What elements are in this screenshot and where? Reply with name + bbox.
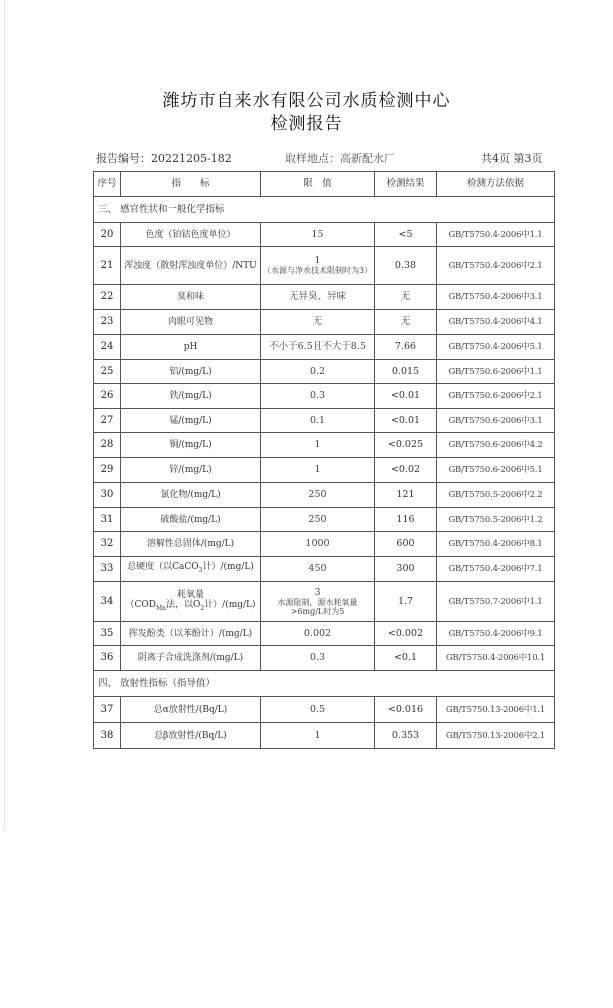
row-limit: 0.2 <box>261 360 375 384</box>
row-no: 27 <box>94 409 121 433</box>
row-result: 1.7 <box>375 582 437 622</box>
row-no: 33 <box>94 557 121 582</box>
row-no: 32 <box>94 532 121 557</box>
row-result: 300 <box>375 557 437 582</box>
row-result: 0.38 <box>375 247 437 285</box>
row-method: GB/T5750.4-2006中5.1 <box>437 335 555 360</box>
table-row <box>94 433 555 458</box>
table-row <box>94 409 555 433</box>
table-row <box>94 247 555 285</box>
row-result: 116 <box>375 508 437 532</box>
row-method: GB/T5750.7-2006中1.1 <box>437 582 555 622</box>
col-header-result: 检测结果 <box>375 172 437 197</box>
row-limit-note: （水源与净水技术限制时为3） <box>263 266 373 275</box>
row-limit: 0.3 <box>261 646 375 671</box>
row-indicator: 铜/(mg/L) <box>121 433 261 458</box>
row-method: GB/T5750.4-2006中9.1 <box>437 622 555 646</box>
row-method: GB/T5750.4-2006中2.1 <box>437 247 555 285</box>
row-method: GB/T5750.5-2006中1.2 <box>437 508 555 532</box>
row-limit: 无 <box>261 310 375 335</box>
table-row <box>94 335 555 360</box>
row-no: 20 <box>94 223 121 247</box>
row-method: GB/T5750.5-2006中2.2 <box>437 483 555 508</box>
row-limit: 1 <box>261 723 375 749</box>
row-result: 0.353 <box>375 723 437 749</box>
row-no: 23 <box>94 310 121 335</box>
row-indicator: pH <box>121 335 261 360</box>
row-limit: 0.5 <box>261 697 375 723</box>
row-indicator: 臭和味 <box>121 285 261 310</box>
page-info: 共4页 第3页 <box>481 152 543 165</box>
row-result: <0.002 <box>375 622 437 646</box>
row-no: 29 <box>94 458 121 483</box>
table-row <box>94 384 555 409</box>
col-header-no: 序号 <box>94 172 121 197</box>
row-method: GB/T5750.6-2006中2.1 <box>437 384 555 409</box>
row-indicator-subscript: Mn <box>155 604 166 612</box>
row-indicator-cell <box>121 582 261 622</box>
row-indicator: 溶解性总固体/(mg/L) <box>121 532 261 557</box>
row-limit: 15 <box>261 223 375 247</box>
doc-title: 检测报告 <box>270 114 343 134</box>
row-method: GB/T5750.4-2006中8.1 <box>437 532 555 557</box>
row-indicator: 铝/(mg/L) <box>121 360 261 384</box>
sampling-site: 取样地点：高新配水厂 <box>285 152 395 165</box>
row-indicator: 氯化物/(mg/L) <box>121 483 261 508</box>
section-radioactive: 四、 放射性指标（指导值） <box>94 671 555 697</box>
row-indicator: 色度（铂钴色度单位） <box>121 223 261 247</box>
row-indicator: 锌/(mg/L) <box>121 458 261 483</box>
row-no: 30 <box>94 483 121 508</box>
row-indicator-prefix: （COD <box>125 599 156 610</box>
row-indicator-subscript-2: 2 <box>200 604 205 612</box>
row-method: GB/T5750.6-2006中3.1 <box>437 409 555 433</box>
section-sensory: 三、 感官性状和一般化学指标 <box>94 197 555 223</box>
row-limit-cell <box>261 247 375 285</box>
table-row <box>94 646 555 671</box>
row-indicator: 锰/(mg/L) <box>121 409 261 433</box>
row-no: 24 <box>94 335 121 360</box>
table-row <box>94 310 555 335</box>
row-limit-note: 水源限制，源水耗氧量>6mg/L时为5 <box>277 597 358 616</box>
row-limit: 450 <box>261 557 375 582</box>
row-indicator: 硫酸盐/(mg/L) <box>121 508 261 532</box>
row-result: <0.025 <box>375 433 437 458</box>
row-no: 34 <box>94 582 121 622</box>
row-result: <0.01 <box>375 409 437 433</box>
results-table <box>93 171 555 749</box>
row-limit: 无异臭、异味 <box>261 285 375 310</box>
row-result: 无 <box>375 310 437 335</box>
row-no: 37 <box>94 697 121 723</box>
row-method: GB/T5750.4-2006中10.1 <box>437 646 555 671</box>
col-header-method: 检测方法依据 <box>437 172 555 197</box>
row-limit: 250 <box>261 483 375 508</box>
table-row <box>94 697 555 723</box>
table-row <box>94 458 555 483</box>
row-method: GB/T5750.13-2006中2.1 <box>437 723 555 749</box>
table-row <box>94 360 555 384</box>
col-header-indicator: 指 标 <box>121 172 261 197</box>
row-indicator: 挥发酚类（以苯酚计）/(mg/L) <box>121 622 261 646</box>
section-row <box>94 197 555 223</box>
row-indicator-subscript: 3 <box>198 566 203 574</box>
row-method: GB/T5750.13-2006中1.1 <box>437 697 555 723</box>
row-no: 22 <box>94 285 121 310</box>
row-indicator: 铁/(mg/L) <box>121 384 261 409</box>
row-no: 26 <box>94 384 121 409</box>
table-header-row <box>94 172 555 197</box>
row-result: <0.01 <box>375 384 437 409</box>
row-indicator: 总β放射性/(Bq/L) <box>121 723 261 749</box>
report-number: 报告编号：20221205-182 <box>96 152 232 165</box>
table-row <box>94 622 555 646</box>
row-limit: 1 <box>261 458 375 483</box>
row-result: 121 <box>375 483 437 508</box>
row-limit: 0.002 <box>261 622 375 646</box>
row-limit: 3 <box>314 586 321 598</box>
table-row <box>94 723 555 749</box>
row-limit: 0.1 <box>261 409 375 433</box>
row-no: 35 <box>94 622 121 646</box>
row-indicator: 耗氧量 <box>176 589 204 600</box>
table-row <box>94 483 555 508</box>
row-method: GB/T5750.6-2006中5.1 <box>437 458 555 483</box>
row-limit: 250 <box>261 508 375 532</box>
row-limit: 1 <box>261 433 375 458</box>
table-row <box>94 582 555 622</box>
table-row <box>94 508 555 532</box>
row-result: <0.1 <box>375 646 437 671</box>
row-method: GB/T5750.4-2006中7.1 <box>437 557 555 582</box>
table-row <box>94 223 555 247</box>
row-result: <0.016 <box>375 697 437 723</box>
section-row <box>94 671 555 697</box>
row-no: 21 <box>94 247 121 285</box>
row-indicator: 阴离子合成洗涤剂/(mg/L) <box>121 646 261 671</box>
row-indicator: 浑浊度（散射浑浊度单位）/NTU <box>121 247 261 285</box>
row-result: <0.02 <box>375 458 437 483</box>
row-indicator-suffix: 计）/(mg/L) <box>202 562 254 573</box>
row-result: <5 <box>375 223 437 247</box>
row-indicator: 总硬度（以CaCO <box>127 562 199 573</box>
row-no: 36 <box>94 646 121 671</box>
row-no: 25 <box>94 360 121 384</box>
row-method: GB/T5750.4-2006中4.1 <box>437 310 555 335</box>
row-method: GB/T5750.6-2006中1.1 <box>437 360 555 384</box>
row-limit: 不小于6.5且不大于8.5 <box>261 335 375 360</box>
table-row <box>94 532 555 557</box>
row-no: 31 <box>94 508 121 532</box>
row-result: 600 <box>375 532 437 557</box>
row-indicator-suffix: 计）/(mg/L) <box>204 599 256 610</box>
table-row <box>94 285 555 310</box>
org-title: 潍坊市自来水有限公司水质检测中心 <box>162 91 451 111</box>
row-limit: 1000 <box>261 532 375 557</box>
row-indicator: 总α放射性/(Bq/L) <box>121 697 261 723</box>
col-header-limit: 限 值 <box>261 172 375 197</box>
table-row <box>94 557 555 582</box>
row-method: GB/T5750.4-2006中3.1 <box>437 285 555 310</box>
row-no: 38 <box>94 723 121 749</box>
row-method: GB/T5750.6-2006中4.2 <box>437 433 555 458</box>
row-limit: 1 <box>314 255 321 266</box>
row-indicator-middle: 法，以O <box>165 599 201 610</box>
row-no: 28 <box>94 433 121 458</box>
row-limit: 0.3 <box>261 384 375 409</box>
row-result: 7.66 <box>375 335 437 360</box>
row-result: 0.015 <box>375 360 437 384</box>
row-result: 无 <box>375 285 437 310</box>
row-indicator: 肉眼可见物 <box>121 310 261 335</box>
row-limit-cell <box>261 582 375 622</box>
row-indicator-cell <box>121 557 261 582</box>
row-method: GB/T5750.4-2006中1.1 <box>437 223 555 247</box>
